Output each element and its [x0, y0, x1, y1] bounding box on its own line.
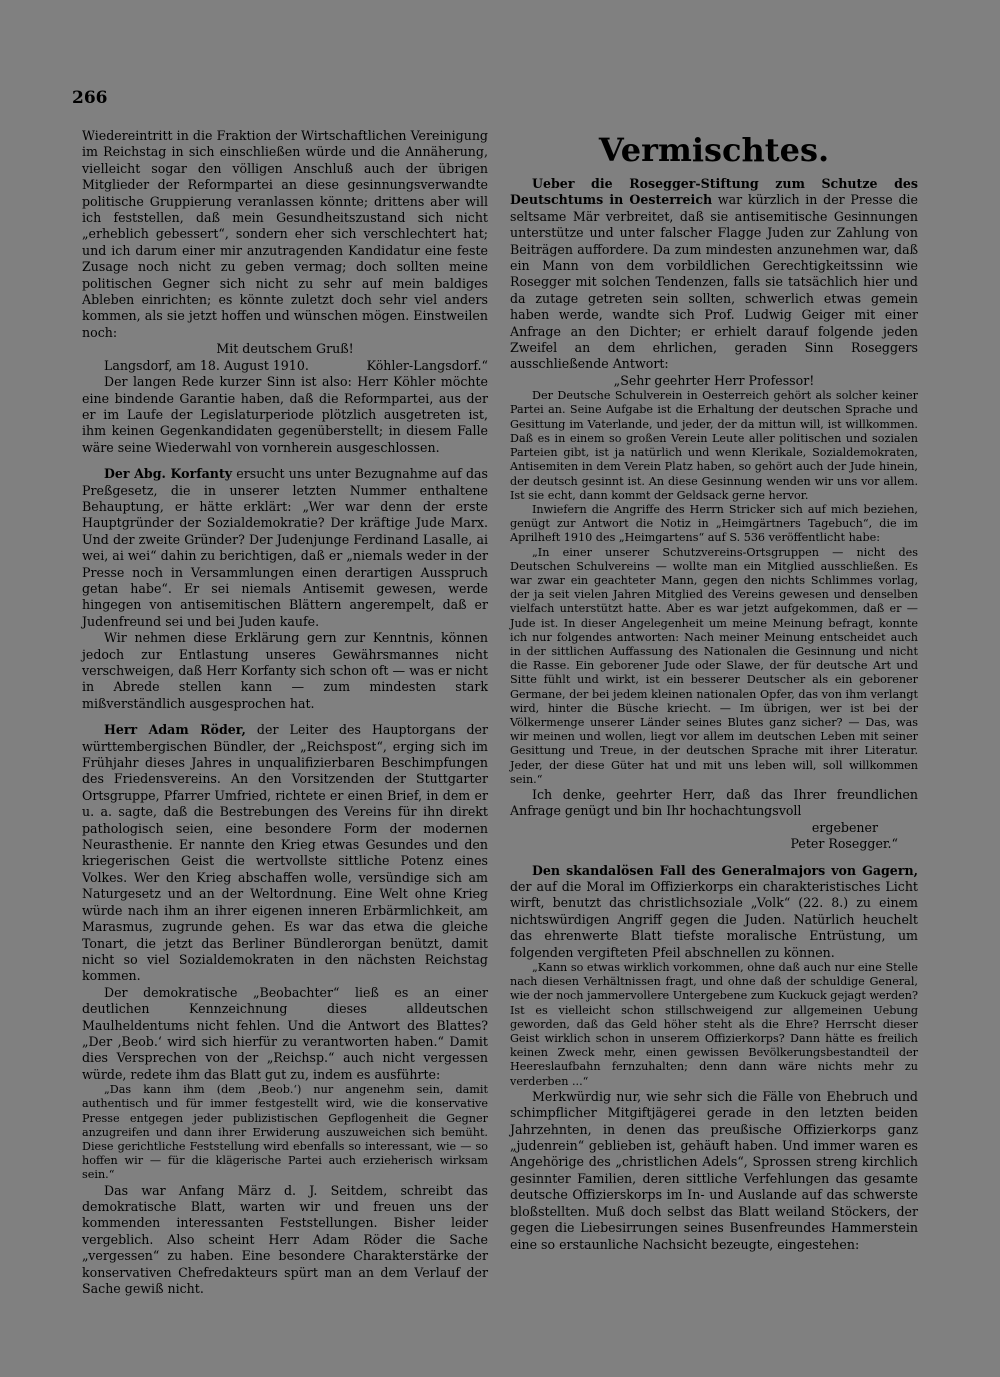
paragraph-body: der auf die Moral im Offizierkorps ein charakteristisches Licht wirft, benutzt das christlichsoziale „Volk“ (22. 8.) zu einem nichtswürdigen Angriff gegen die Juden. Natürlich heuchelt das ehrenwerte Blatt tiefste moralische Entrüstung, um folgenden vergifteten Pfeil abschnellen zu können.	[510, 879, 918, 960]
paragraph-body: war kürzlich in der Presse die seltsame Mär verbreitet, daß sie antisemitische Gesinnungen unterstütze und unter falscher Flagge Juden zur Zahlung von Beiträgen auffordere. Da zum mindesten anzunehmen war, daß ein Mann von dem vorbildlichen Gerechtigkeitssinn wie Rosegger mit solchen Tendenzen, falls sie tatsächlich hier und da zutage getreten sein sollten, schwerlich etwas gemein haben werde, wandte sich Prof. Ludwig Geiger mit einer Anfrage an den Dichter; er erhielt darauf folgende jeden Zweifel an dem ehrlichen, geraden Sinn Roseggers ausschließende Antwort:	[510, 192, 918, 372]
paragraph	[510, 863, 918, 961]
paragraph	[82, 722, 488, 985]
paragraph-lead: Den skandalösen Fall des Generalmajors von Gagern,	[532, 862, 918, 878]
letter-greeting: Mit deutschem Gruß!	[216, 341, 354, 357]
letter-signature: Peter Rosegger.“	[790, 836, 898, 852]
paragraph: Wir nehmen diese Erklärung gern zur Kenntnis, können jedoch zur Entlastung unseres Gewährsmannes nicht verschweigen, daß Herr Korfanty sich schon oft — was er nicht in Abrede stellen kann — zum mindesten stark mißverständlich ausgesprochen hat.	[82, 630, 488, 711]
paragraph-lead: Ueber die Rosegger-Stiftung zum Schutze des Deutschtums in Oesterreich	[510, 176, 918, 208]
letter-signature	[82, 358, 488, 374]
paragraph	[510, 176, 918, 373]
block-quote: „Das kann ihm (dem ‚Beob.‘) nur angenehm sein, damit authentisch und für immer festgestellt wird, wie die konservative Presse entgegen jeder publizistischen Gepflogenheit die Gegner anzugreifen und dann ihrer Erwiderung auszuweichen sich bemüht. Diese gerichtliche Feststellung wird ebenfalls so interessant, wie — so hoffen wir — für die klägerische Partei auch erzieherisch wirksam sein.“	[82, 1083, 488, 1182]
paragraph: Merkwürdig nur, wie sehr sich die Fälle von Ehebruch und schimpflicher Mitgiftjägerei gerade in den letzten beiden Jahrzehnten, in denen das preußische Offizierkorps ganz „judenrein“ geblieben ist, gehäuft haben. Und immer waren es Angehörige des „christlichen Adels“, Sprossen streng kirchlich gesinnter Familien, deren sittliche Verfehlungen das gesamte deutsche Offizierskorps im In- und Auslande auf das schwerste bloßstellten. Muß doch selbst das Blatt weiland Stöckers, der gegen die Liebesirrungen seines Busenfreundes Hammerstein eine so erstaunliche Nachsicht bezeugte, eingestehen:	[510, 1088, 918, 1252]
letter-salutation: „Sehr geehrter Herr Professor!	[613, 372, 815, 388]
paragraph: Das war Anfang März d. J. Seitdem, schreibt das demokratische Blatt, warten wir und freuen uns der kommenden interessanten Feststellungen. Bisher leider vergeblich. Also scheint Herr Adam Röder die Sache „vergessen“ zu haben. Eine besondere Charakterstärke der konservativen Chefredakteurs spürt man an dem Verlauf der Sache gewiß nicht.	[82, 1182, 488, 1297]
paragraph-lead: Der Abg. Korfanty	[104, 466, 233, 482]
page-number: 266	[72, 88, 108, 108]
paragraph: Wiedereintritt in die Fraktion der Wirtschaftlichen Vereinigung im Reichstag in sich einschließen würde und die Annäherung, vielleicht sogar den völligen Anschluß auch der übrigen Mitglieder der Reformpartei an diese gesinnungsverwandte politische Gruppierung veranlassen könnte; drittens aber will ich feststellen, daß mein Gesundheitszustand sich nicht „erheblich gebessert“, sondern eher sich verschlechtert hat; und ich darum einer mir anzutragenden Kandidatur eine feste Zusage noch nicht zu geben vermag; doch sollten meine politischen Gegner sich nicht zu sehr auf mein baldiges Ableben einrichten; es könnte zuletzt doch sehr viel anders kommen, als sie jetzt hoffen und wünschen mögen. Einstweilen noch:	[82, 128, 488, 340]
paragraph: Der demokratische „Beobachter“ ließ es an einer deutlichen Kennzeichnung dieses alldeutschen Maulheldentums nicht fehlen. Und die Antwort des Blattes? „Der ‚Beob.‘ wird sich hierfür zu verantworten haben.“ Damit dies Versprechen von der „Reichsp.“ auch nicht vergessen würde, redete ihm das Blatt gut zu, indem es ausführte:	[82, 984, 488, 1082]
paragraph-body: ersucht uns unter Bezugnahme auf das Preßgesetz, die in unserer letzten Nummer enthaltene Behauptung, er hätte erklärt: „Wer war denn der erste Hauptgründer der Sozialdemokratie? Der kräftige Jude Marx. Und der zweite Gründer? Der Judenjunge Ferdinand Lasalle, ai wei, ai wei“ dahin zu berichtigen, daß er „niemals weder in der Presse noch in Versammlungen einen derartigen Ausspruch getan habe“. Er sei niemals Antisemit gewesen, werde hingegen von antisemitischen Blättern angerempelt, daß er Judenfreund sei und bei Juden kaufe.	[82, 466, 488, 629]
letter-close: ergebener	[811, 819, 878, 835]
signature-name: Köhler-Langsdorf.“	[366, 357, 488, 373]
paragraph	[82, 466, 488, 630]
paragraph: Der langen Rede kurzer Sinn ist also: Herr Köhler möchte eine bindende Garantie haben, daß die Reformpartei, aus der er im Laufe der Legislaturperiode plötzlich ausgetreten ist, ihm keinen Gegenkandidaten gegenüberstellt; in diesem Falle wäre seine Wiederwahl von vornherein ausgeschlossen.	[82, 374, 488, 455]
block-quote: „Kann so etwas wirklich vorkommen, ohne daß auch nur eine Stelle nach diesen Verhältnissen fragt, und ohne daß der schuldige General, wie der noch jammervollere Untergebene zum Kuckuck gejagt werden? Ist es vielleicht schon stillschweigend zur allgemeinen Uebung geworden, daß das Geld höher steht als die Ehre? Herrscht dieser Geist wirklich schon in unserem Offizierkorps? Dann hätte es freilich keinen Zweck mehr, einen gewissen Bevölkerungsbestandteil der Heereslaufbahn fernzuhalten; denn dann wäre nichts mehr zu verderben ...“	[510, 961, 918, 1088]
letter-paragraph: Der Deutsche Schulverein in Oesterreich gehört als solcher keiner Partei an. Seine Aufgabe ist die Erhaltung der deutschen Sprache und Gesittung im Vaterlande, und jeder, der da mittun will, ist willkommen. Daß es in einem so großen Verein Leute aller politischen und sozialen Parteien gibt, ist ja natürlich und wenn Klerikale, Sozialdemokraten, Antisemiten in dem Verein Platz haben, so gehört auch der Jude hinein, der deutsch gesinnt ist. An diese Gesinnung wenden wir uns vor allem. Ist sie echt, dann kommt der Geldsack gerne hervor.	[510, 389, 918, 502]
paragraph-body: der Leiter des Hauptorgans der württembergischen Bündler, der „Reichspost“, erging sich im Frühjahr dieses Jahres in unqualifizierbaren Beschimpfungen des Friedensvereins. An den Vorsitzenden der Stuttgarter Ortsgruppe, Pfarrer Umfried, richtete er einen Brief, in dem er u. a. sagte, daß die Bestrebungen des Vereins für ihn direkt pathologisch seien, eine besondere Form der modernen Neurasthenie. Er nannte den Krieg etwas Gesundes und den kriegerischen Geist die wertvollste sittliche Potenz eines Volkes. Wer den Krieg abschaffen wolle, versündige sich am Naturgesetz und an der Weltordnung. Eine Welt ohne Krieg würde nach ihm an ihrer eigenen inneren Erbärmlichkeit, am Marasmus, zugrunde gehen. Es war das etwa die gleiche Tonart, die jetzt das Berliner Bündlerorgan benützt, damit nicht so viel Sozialdemokraten in den nächsten Reichstag kommen.	[82, 722, 488, 984]
right-column	[510, 130, 918, 1253]
signature-place: Langsdorf, am 18. August 1910.	[104, 357, 309, 373]
letter-paragraph: Inwiefern die Angriffe des Herrn Stricker sich auf mich beziehen, genügt zur Antwort die Notiz in „Heimgärtners Tagebuch“, die im Aprilheft 1910 des „Heimgartens“ auf S. 536 veröffentlicht habe:	[510, 502, 918, 545]
letter-paragraph: Ich denke, geehrter Herr, daß das Ihrer freundlichen Anfrage genügt und bin Ihr hochachtungsvoll	[510, 786, 918, 819]
letter-paragraph: „In einer unserer Schutzvereins-Ortsgruppen — nicht des Deutschen Schulvereins — wollte man ein Mitglied ausschließen. Es war zwar ein geachteter Mann, gegen den nichts Schlimmes vorlag, der ja seit vielen Jahren Mitglied des Vereins gewesen und denselben vielfach unterstützt hatte. Aber es war jetzt aufgekommen, daß er — Jude ist. In dieser Angelegenheit um meine Meinung befragt, konnte ich nur folgendes antworten: Nach meiner Meinung entscheidet auch in der sittlichen Auffassung des Nationalen die Gesinnung und nicht die Rasse. Ein geborener Jude oder Slawe, der für deutsche Art und Sitte fühlt und wirkt, ist ein besserer Deutscher als ein geborener Germane, der bei jedem kleinen nationalen Opfer, das von ihm verlangt wird, hinter die Büsche kriecht. — Im übrigen, wer ist bei der Völkermenge unserer Länder seines Blutes ganz sicher? — Das, was wir meinen und wollen, liegt vor allem im deutschen Leben mit seiner Gesittung und Treue, in der deutschen Sprache mit ihrer Literatur. Jeder, der diese Güter hat und mit uns leben will, soll willkommen sein.“	[510, 545, 918, 786]
paragraph-lead: Herr Adam Röder,	[104, 722, 246, 738]
left-column	[82, 128, 488, 1297]
section-heading: Vermischtes.	[598, 131, 830, 169]
